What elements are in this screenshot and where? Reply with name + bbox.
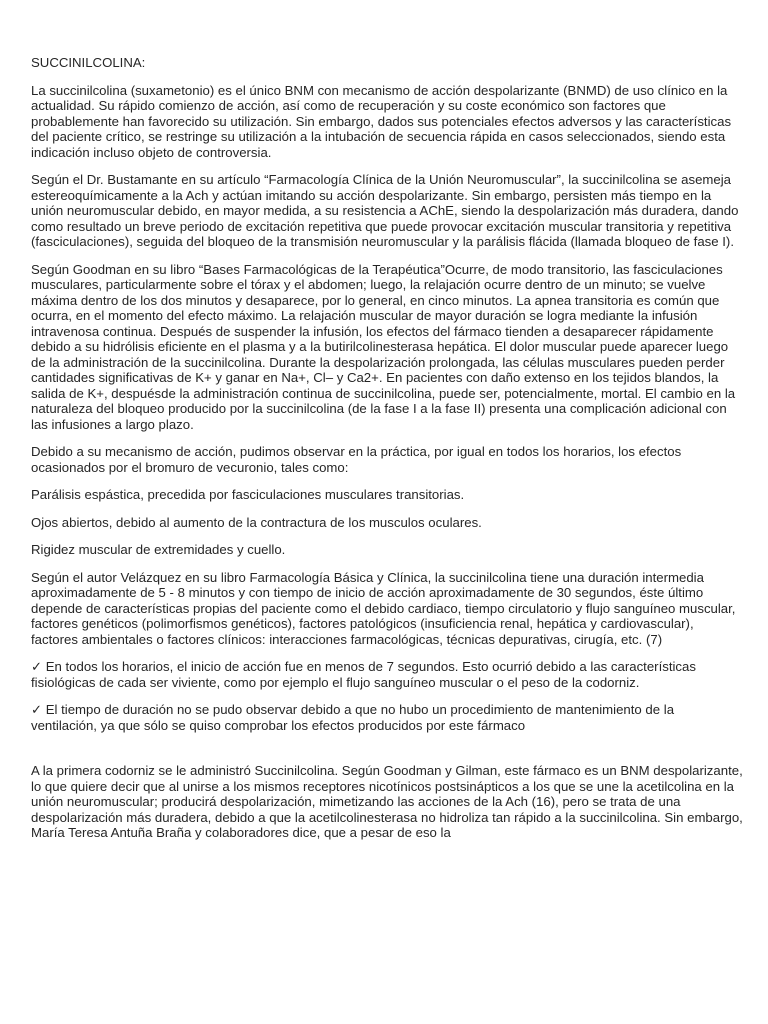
document-page (31, 55, 743, 853)
paragraph-primera-codorniz: A la primera codorniz se le administró Succinilcolina. Según Goodman y Gilman, este fármaco es un BNM despolarizante, lo que quiere decir que al unirse a los mismos receptores nicotínicos postsinápticos a los que se une la acetilcolina en la unión neuromuscular; producirá despolarización, mimetizando las acciones de la Ach (16), pero se trata de una despolarización más duradera, debido a que la acetilcolinesterasa no hidroliza tan rápido a la succinilcolina. Sin embargo, María Teresa Antuña Braña y colaboradores dice, que a pesar de eso la (31, 763, 743, 840)
paragraph-intro: La succinilcolina (suxametonio) es el único BNM con mecanismo de acción despolarizante (BNMD) de uso clínico en la actualidad. Su rápido comienzo de acción, así como de recuperación y su coste económico son factores que probablemente han favorecido su utilización. Sin embargo, dados sus potenciales efectos adversos y las características del paciente crítico, se restringe su utilización a la intubación de secuencia rápida en casos seleccionados, siendo esta indicación incluso objeto de controversia. (31, 82, 732, 160)
checkmark-icon: ✓ (31, 702, 43, 717)
paragraph-ojos: Ojos abiertos, debido al aumento de la contractura de los musculos oculares. (31, 514, 482, 530)
document-heading: SUCCINILCOLINA: (31, 55, 146, 70)
paragraph-velazquez: Según el autor Velázquez en su libro Farmacología Básica y Clínica, la succinilcolina tiene una duración intermedia aproximadamente de 5 - 8 minutos y con tiempo de inicio de acción aproximadamente de 30 segundos, éste último depende de características propias del paciente como el debido cardiaco, tiempo circulatorio y flujo sanguíneo muscular, factores genéticos (polimorfismos genéticos), factores patológicos (insuficiencia renal, hepática y cardiovascular), factores ambientales o factores clínicos: interacciones farmacológicas, técnicas depurativas, cirugía, etc. (7) (31, 569, 736, 647)
checklist-item-text: En todos los horarios, el inicio de acción fue en menos de 7 segundos. Esto ocurrió debido a las características fisiológicas de cada ser viviente, como por ejemplo el flujo sanguíneo muscular o el peso de la codorniz. (31, 659, 696, 690)
paragraph-bustamante: Según el Dr. Bustamante en su artículo “Farmacología Clínica de la Unión Neuromuscular”, la succinilcolina se asemeja estereoquímicamente a la Ach y actúan imitando su acción despolarizante. Sin embargo, persisten más tiempo en la unión neuromuscular debido, en mayor medida, a su resistencia a AChE, siendo la despolarización más duradera, dando como resultado un breve periodo de excitación repetitiva que puede provocar excitación muscular transitoria y repetitiva (fasciculaciones), seguida del bloqueo de la transmisión neuromuscular y la parálisis flácida (llamada bloqueo de fase I). (31, 172, 739, 249)
checklist-item (31, 659, 743, 690)
checkmark-icon: ✓ (31, 659, 43, 674)
paragraph-mecanismo: Debido a su mecanismo de acción, pudimos observar en la práctica, por igual en todos los horarios, los efectos ocasionados por el bromuro de vecuronio, tales como: (31, 444, 682, 475)
checklist-item-text: El tiempo de duración no se pudo observar debido a que no hubo un procedimiento de mantenimiento de la ventilación, ya que sólo se quiso comprobar los efectos producidos por este fármaco (31, 702, 675, 733)
blank-spacer (31, 745, 743, 763)
checklist-item (31, 702, 743, 733)
paragraph-goodman: Según Goodman en su libro “Bases Farmacológicas de la Terapéutica”Ocurre, de modo transitorio, las fasciculaciones musculares, particularmente sobre el tórax y el abdomen; luego, la relajación ocurre dentro de un minuto; se vuelve máxima dentro de los dos minutos y desaparece, por lo general, en cinco minutos. La apnea transitoria es común que ocurra, en el momento del efecto máximo. La relajación muscular de mayor duración se logra mediante la infusión intravenosa continua. Después de suspender la infusión, los efectos del fármaco tienden a desaparecer rápidamente debido a su hidrólisis eficiente en el plasma y a la butirilcolinesterasa hepática. El dolor muscular puede aparecer luego de la administración de la succinilcolina. Durante la despolarización prolongada, las células musculares pueden perder cantidades significativas de K+ y ganar en Na+, Cl– y Ca2+. En pacientes con daño extenso en los tejidos blandos, la salida de K+, despuésde la administración continua de succinilcolina, puede ser, potencialmente, mortal. El cambio en la naturaleza del bloqueo producido por la succinilcolina (de la fase I a la fase II) presenta una complicación adicional con las infusiones a largo plazo. (31, 261, 736, 432)
paragraph-paralisis: Parálisis espástica, precedida por fasciculaciones musculares transitorias. (31, 487, 465, 502)
paragraph-rigidez: Rigidez muscular de extremidades y cuello. (31, 542, 286, 557)
